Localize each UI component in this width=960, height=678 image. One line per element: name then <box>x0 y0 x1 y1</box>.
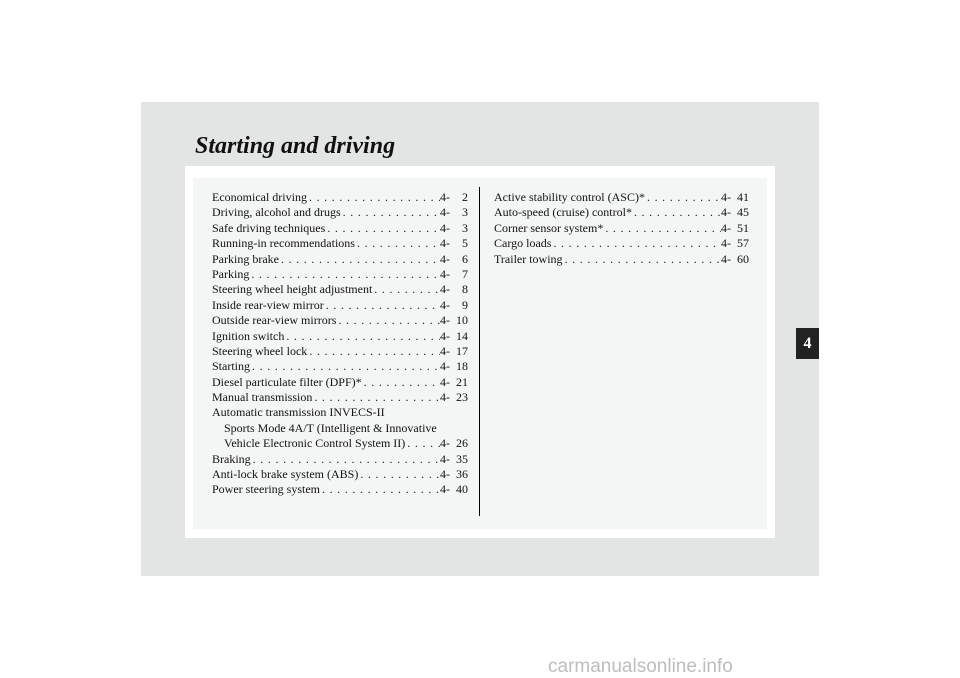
toc-entry-label: Inside rear-view mirror <box>212 297 324 312</box>
toc-entry-multiline[interactable] <box>212 405 468 451</box>
toc-entry-chapter: 4- <box>721 205 731 220</box>
toc-entry-page: 10 <box>456 313 468 328</box>
toc-entry-page: 41 <box>737 190 749 204</box>
watermark-text: carmanualsonline.info <box>548 656 733 677</box>
toc-entry[interactable] <box>494 190 749 205</box>
leader-dots <box>307 190 440 205</box>
toc-entry-page: 57 <box>737 236 749 251</box>
toc-entry-chapter: 4- <box>440 190 450 204</box>
leader-dots <box>362 375 440 390</box>
toc-entry-page: 26 <box>456 436 468 451</box>
toc-entry-label: Corner sensor system* <box>494 220 604 235</box>
toc-entry-page: 45 <box>737 205 749 220</box>
toc-entry-chapter: 4- <box>440 436 450 451</box>
toc-entry[interactable] <box>212 282 468 297</box>
toc-entry[interactable] <box>212 482 468 497</box>
toc-entry-page: 3 <box>462 205 468 220</box>
toc-entry-chapter: 4- <box>440 343 450 358</box>
toc-entry-chapter: 4- <box>440 251 450 266</box>
toc-entry-page: 9 <box>462 297 468 312</box>
leader-dots <box>405 436 440 451</box>
leader-dots <box>355 236 440 251</box>
toc-entry-page: 17 <box>456 343 468 358</box>
leader-dots <box>325 221 440 236</box>
toc-entry[interactable] <box>212 344 468 359</box>
chapter-tab[interactable]: 4 <box>796 328 819 359</box>
toc-entry-page: 35 <box>456 451 468 466</box>
leader-dots <box>250 359 440 374</box>
toc-entry-page: 21 <box>456 374 468 389</box>
leader-dots <box>249 267 440 282</box>
toc-entry[interactable] <box>212 329 468 344</box>
toc-left-column <box>212 190 468 498</box>
toc-entry-label: Steering wheel lock <box>212 343 308 358</box>
toc-entry[interactable] <box>494 236 749 251</box>
toc-entry[interactable] <box>494 252 749 267</box>
toc-entry[interactable] <box>212 190 468 205</box>
toc-entry-label: Anti-lock brake system (ABS) <box>212 467 359 482</box>
toc-entry-chapter: 4- <box>440 374 450 389</box>
leader-dots <box>324 298 440 313</box>
leader-dots <box>336 313 440 328</box>
leader-dots <box>645 190 721 205</box>
toc-entry-label: Braking <box>212 451 251 466</box>
toc-entry-label: Running-in recommendations <box>212 236 355 251</box>
toc-entry-label: Diesel particulate filter (DPF)* <box>212 374 362 389</box>
toc-entry-label: Power steering system <box>212 482 320 497</box>
leader-dots <box>279 252 440 267</box>
toc-entry-chapter: 4- <box>440 220 450 235</box>
toc-entry-label-line: Automatic transmission INVECS-II <box>212 405 385 420</box>
toc-entry-chapter: 4- <box>440 205 450 220</box>
toc-entry-page: 7 <box>462 266 468 281</box>
toc-entry-page: 36 <box>456 467 468 482</box>
toc-entry-last-line <box>212 436 468 451</box>
leader-dots <box>320 482 440 497</box>
toc-entry-label: Trailer towing <box>494 251 563 266</box>
leader-dots <box>284 329 440 344</box>
toc-entry-label: Driving, alcohol and drugs <box>212 205 341 220</box>
toc-entry-label: Ignition switch <box>212 328 285 343</box>
leader-dots <box>251 452 440 467</box>
toc-entry[interactable] <box>212 267 468 282</box>
toc-entry[interactable] <box>212 236 468 251</box>
section-title: Starting and driving <box>195 133 396 159</box>
toc-entry[interactable] <box>494 205 749 220</box>
toc-entry-page: 18 <box>456 359 468 374</box>
column-divider <box>479 187 480 516</box>
toc-entry-label: Parking <box>212 266 250 281</box>
toc-entry-label: Economical driving <box>212 190 307 204</box>
toc-entry-label: Parking brake <box>212 251 279 266</box>
toc-entry-page: 2 <box>462 190 468 204</box>
toc-entry-chapter: 4- <box>440 313 450 328</box>
toc-entry-label: Outside rear-view mirrors <box>212 313 337 328</box>
toc-entry-page: 3 <box>462 220 468 235</box>
toc-entry[interactable] <box>494 221 749 236</box>
toc-entry-label-line: Sports Mode 4A/T (Intelligent & Innovative <box>224 420 437 435</box>
toc-entry-chapter: 4- <box>440 297 450 312</box>
toc-entry[interactable] <box>212 359 468 374</box>
leader-dots <box>603 221 721 236</box>
toc-entry-chapter: 4- <box>440 482 450 497</box>
toc-entry-label: Manual transmission <box>212 390 313 405</box>
toc-entry[interactable] <box>212 313 468 328</box>
toc-entry[interactable] <box>212 390 468 405</box>
toc-entry-label: Auto-speed (cruise) control* <box>494 205 632 220</box>
leader-dots <box>358 467 440 482</box>
toc-entry-page: 40 <box>456 482 468 497</box>
toc-entry-label: Starting <box>212 359 250 374</box>
toc-entry-chapter: 4- <box>440 328 450 343</box>
toc-entry[interactable] <box>212 298 468 313</box>
toc-entry-page: 14 <box>456 328 468 343</box>
toc-entry-label: Cargo loads <box>494 236 552 251</box>
toc-entry-page: 23 <box>456 390 468 405</box>
toc-entry-label: Safe driving techniques <box>212 220 326 235</box>
leader-dots <box>307 344 440 359</box>
toc-entry-label: Steering wheel height adjustment <box>212 282 373 297</box>
leader-dots <box>563 252 721 267</box>
leader-dots <box>312 390 440 405</box>
toc-entry-chapter: 4- <box>440 390 450 405</box>
toc-entry-chapter: 4- <box>440 266 450 281</box>
toc-entry-page: 5 <box>462 236 468 251</box>
toc-entry[interactable] <box>212 452 468 467</box>
toc-entry-chapter: 4- <box>440 359 450 374</box>
toc-entry-chapter: 4- <box>440 451 450 466</box>
toc-entry[interactable] <box>212 221 468 236</box>
leader-dots <box>372 282 440 297</box>
toc-entry-chapter: 4- <box>440 467 450 482</box>
toc-entry-label-line: Vehicle Electronic Control System II) <box>224 436 406 451</box>
toc-entry-chapter: 4- <box>440 236 450 251</box>
leader-dots <box>341 205 440 220</box>
toc-entry-page: 6 <box>462 251 468 266</box>
leader-dots <box>632 205 721 220</box>
toc-entry[interactable] <box>212 252 468 267</box>
toc-entry-page: 8 <box>462 282 468 297</box>
toc-entry-chapter: 4- <box>721 236 731 251</box>
toc-entry[interactable] <box>212 205 468 220</box>
toc-entry-page: 51 <box>737 220 749 235</box>
toc-entry-chapter: 4- <box>721 190 731 204</box>
toc-entry[interactable] <box>212 467 468 482</box>
toc-entry-chapter: 4- <box>721 220 731 235</box>
toc-right-column <box>494 190 749 267</box>
toc-entry-chapter: 4- <box>440 282 450 297</box>
leader-dots <box>551 236 721 251</box>
toc-entry-page: 60 <box>737 251 749 266</box>
toc-entry-label: Active stability control (ASC)* <box>494 190 645 204</box>
toc-entry[interactable] <box>212 375 468 390</box>
toc-entry-chapter: 4- <box>721 251 731 266</box>
